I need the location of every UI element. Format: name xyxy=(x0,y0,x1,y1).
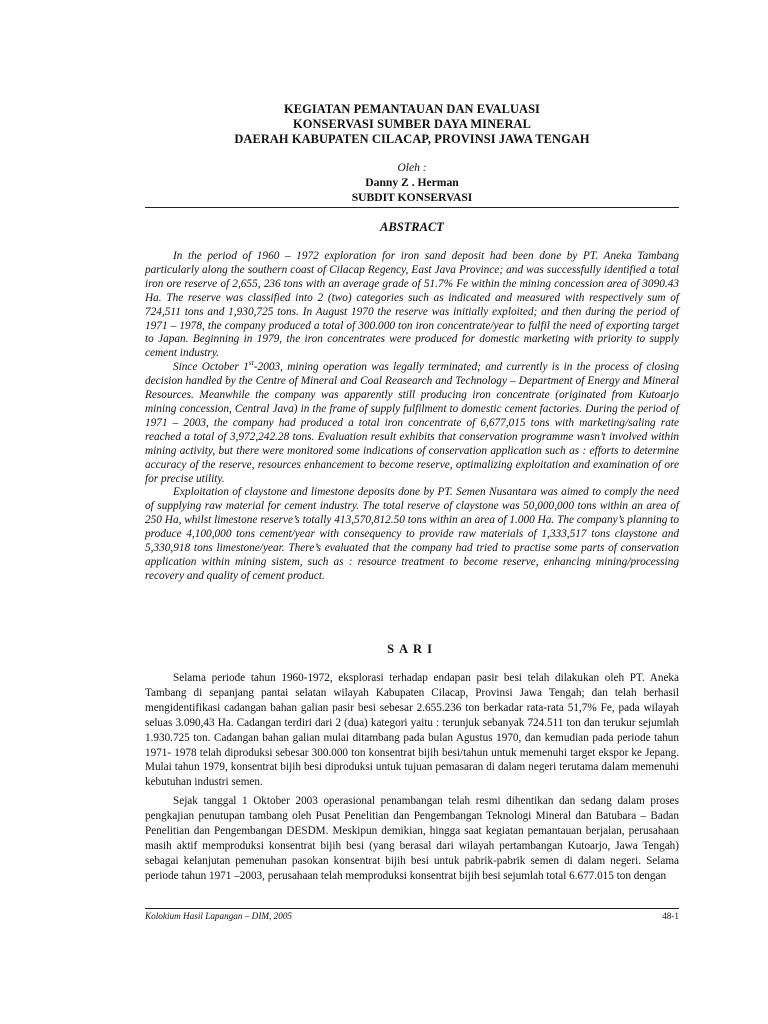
title-line-2: KONSERVASI SUMBER DAYA MINERAL xyxy=(293,117,531,131)
document-title xyxy=(145,102,679,147)
abstract-paragraph-3: Exploitation of claystone and limestone deposits done by PT. Semen Nusantara was aimed to comply the need of supplying raw material for cement industry. The total reserve of claystone was 50,000,000 tons within an area of 250 Ha, whilst limestone reserve’s totally 413,570,812.50 tons within an area of 1.000 Ha. The company’s planning to produce 4,100,000 tons cement/year with consequency to provide raw materials of 1,333,517 tons claystone and 5,330,918 tons limestone/year. There’s evaluated that the company had tried to practise some parts of conservation application within mining sistem, such as : resource treatment to become reserve, enhancing mining/processing recovery and quality of cement product. xyxy=(145,486,679,582)
byline-oleh: Oleh : xyxy=(397,161,427,174)
abstract-body xyxy=(145,250,679,584)
title-line-1: KEGIATAN PEMANTAUAN DAN EVALUASI xyxy=(284,102,540,116)
abstract-p2-superscript: st xyxy=(248,358,254,368)
abstract-paragraph-2 xyxy=(145,358,679,486)
page-number: 48-1 xyxy=(662,911,679,921)
author-name: Danny Z . Herman xyxy=(365,176,459,189)
header-divider xyxy=(145,207,679,208)
abstract-p2-rest: -2003, mining operation was legally terminated; and currently is in the process of closing decision handled by the Centre of Mineral and Coal Reasearch and Technology – Department of Energy and Mineral Resources. Meanwhile the company was apparently still producing iron concentrate (originated from Kutoarjo mining concession, Central Java) in the frame of supply fulfilment to domestic cement factories. During the period of 1971 – 2003, the company had produced a total iron concentrate of 6,677,015 tons with marketing/saling rate reached a total of 3,972,242.28 tons. Evaluation result exhibits that conservation programme wasn’t involved within mining activity, but there were monitored some indications of conservation application such as : efforts to determine accuracy of the reserve, resources enhancement to become reserve, optimalizing exploitation and examination of ore for precise utility. xyxy=(145,361,679,485)
byline xyxy=(145,160,679,205)
sari-heading: SARI xyxy=(387,642,437,656)
sari-paragraph-1: Selama periode tahun 1960-1972, eksplorasi terhadap endapan pasir besi telah dilakukan oleh PT. Aneka Tambang di sepanjang pantai selatan wilayah Kabupaten Cilacap, Provinsi Jawa Tengah; dan telah berhasil mengidentifikasi cadangan bahan galian pasir besi sebesar 2.655.236 ton berkadar rata-rata 51,7% Fe, pada wilayah seluas 3.090,43 Ha. Cadangan terdiri dari 2 (dua) kategori yaitu : terunjuk sebanyak 724.511 ton dan terukur sejumlah 1.930.725 ton. Cadangan bahan galian mulai ditambang pada bulan Agustus 1970, dan kemudian pada periode tahun 1971- 1978 telah diproduksi sebesar 300.000 ton konsentrat bijih besi/tahun untuk memenuhi target ekspor ke Jepang. Mulai tahun 1979, konsentrat bijih besi diproduksi untuk tujuan pemasaran di dalam negeri terutama dalam memenuhi kebutuhan industri semen. xyxy=(145,672,679,789)
sari-paragraph-2: Sejak tanggal 1 Oktober 2003 operasional penambangan telah resmi dihentikan dan sedang dalam proses pengkajian penutupan tambang oleh Pusat Penelitian dan Pengembangan Teknologi Mineral dan Batubara – Badan Penelitian dan Pengembangan DESDM. Meskipun demikian, hingga saat kegiatan pemantauan berjalan, perusahaan masih aktif memproduksi konsentrat bijih besi (yang berasal dari wilayah pertambangan Kutoarjo, Jawa Tengah) sebagai kelanjutan pemenuhan pasokan konsentrat bijih besi untuk pabrik-pabrik semen di dalam negeri. Selama periode tahun 1971 –2003, perusahaan telah memproduksi konsentrat bijih besi sejumlah total 6.677.015 ton dengan xyxy=(145,795,679,882)
abstract-p2-start: Since October 1 xyxy=(173,361,249,374)
abstract-paragraph-1: In the period of 1960 – 1972 exploration for iron sand deposit had been done by PT. Aneka Tambang particularly along the southern coast of Cilacap Regency, East Java Province; and was successfully identified a total iron ore reserve of 2,655, 236 tons with an average grade of 51.7% Fe within the mining concession area of 3090.43 Ha. The reserve was classified into 2 (two) categories such as indicated and measured with respectively sum of 724,511 tons and 1,930,725 tons. In August 1970 the reserve was initially exploited; and then during the period of 1971 – 1978, the company produced a total of 300.000 ton iron concentrate/year to fulfil the need of exporting target to Japan. Beginning in 1979, the iron concentrates were produced for domestic marketing with priority to supply cement industry. xyxy=(145,250,679,360)
footer-divider xyxy=(145,908,679,909)
sari-body xyxy=(145,657,679,884)
abstract-heading: ABSTRACT xyxy=(380,220,444,234)
footer-source: Kolokium Hasil Lapangan – DIM, 2005 xyxy=(145,911,292,921)
author-unit: SUBDIT KONSERVASI xyxy=(351,191,473,204)
title-line-3: DAERAH KABUPATEN CILACAP, PROVINSI JAWA TENGAH xyxy=(234,132,590,146)
document-page xyxy=(145,0,679,1024)
